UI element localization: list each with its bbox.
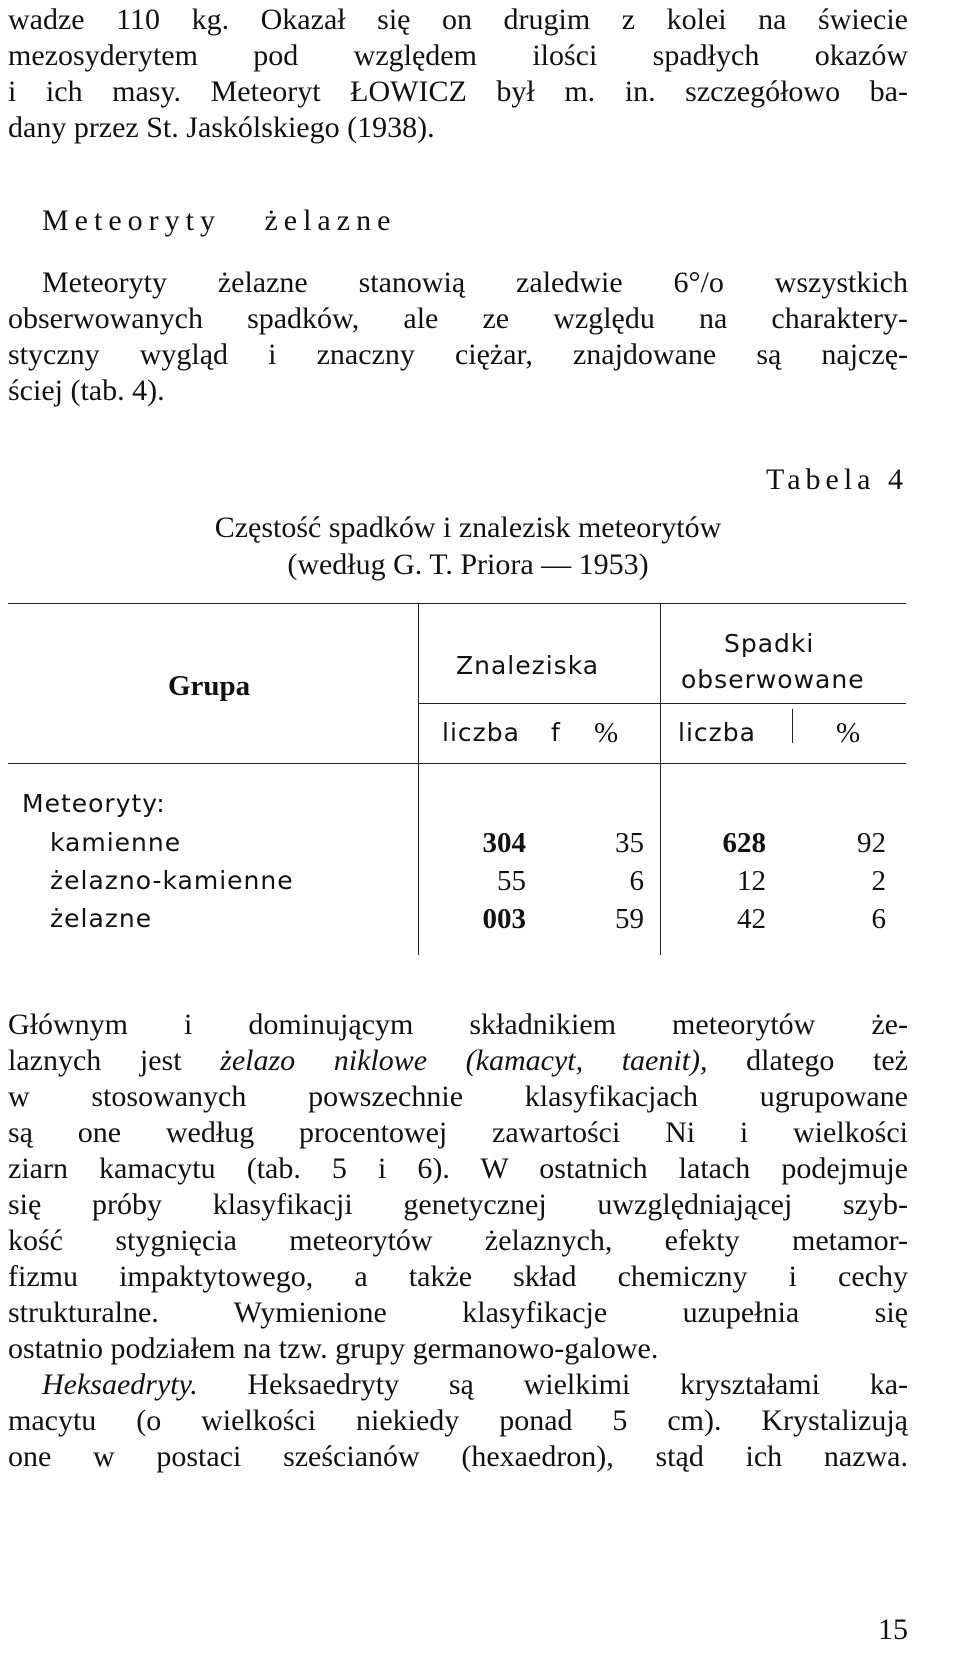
cell-finds-pct: 35 (615, 827, 644, 859)
text-line: są one według procentowej zawartości Ni i wielkości (8, 1116, 908, 1149)
text-line: w stosowanych powszechnie klasyfikacjach ugrupowane (8, 1080, 908, 1113)
cell-falls-count: 12 (737, 865, 766, 897)
cell-finds-count: 55 (497, 865, 526, 897)
table-rule-header (8, 763, 906, 764)
text-fragment: Heksaedryty są wielkimi kryształami ka- (197, 1368, 908, 1401)
text-line: ostatnio podziałem na tzw. grupy germanowo-galowe. (8, 1332, 659, 1365)
text-fragment: laznych jest (8, 1044, 221, 1077)
row-name: żelazne (50, 904, 153, 933)
row-name: żelazno-kamienne (50, 866, 294, 895)
header-falls-line1: Spadki (724, 629, 815, 658)
text-line: macytu (o wielkości niekiedy ponad 5 cm). Krystalizują (8, 1404, 908, 1437)
text-fragment: dlatego też (707, 1044, 908, 1077)
text-line: się próby klasyfikacji genetycznej uwzględniającej szyb- (8, 1188, 908, 1221)
cell-falls-count: 628 (722, 827, 766, 859)
header-count: liczba (442, 718, 520, 747)
header-f: f (551, 718, 561, 747)
italic-term: Heksaedryty. (42, 1368, 198, 1401)
cell-falls-count: 42 (737, 903, 766, 935)
table-rule-top (8, 603, 906, 604)
text-line: fizmu impaktytowego, a także skład chemiczny i cechy (8, 1260, 908, 1293)
italic-term: żelazo niklowe (kamacyt, taenit), (220, 1044, 708, 1077)
text-line: Meteoryty żelazne stanowią zaledwie 6°/o wszystkich (42, 266, 908, 299)
cell-falls-pct: 6 (871, 903, 886, 935)
header-finds: Znaleziska (456, 651, 600, 680)
text-line: ziarn kamacytu (tab. 5 i 6). W ostatnich latach podejmuje (8, 1152, 908, 1185)
table-label: Tabela 4 (765, 463, 908, 496)
header-falls-line2: obserwowane (681, 665, 865, 694)
text-line-mixed (8, 1043, 908, 1079)
header-count-falls: liczba (678, 718, 756, 747)
cell-falls-pct: 92 (857, 827, 886, 859)
cell-finds-count: 003 (482, 903, 526, 935)
group-label: Meteoryty: (22, 789, 166, 818)
text-line: i ich masy. Meteoryt ŁOWICZ był m. in. szczegółowo ba- (8, 75, 908, 108)
text-line: obserwowanych spadków, ale ze względu na charaktery- (8, 302, 908, 335)
header-percent-falls: % (836, 717, 861, 749)
table-rule-subheader (418, 703, 906, 704)
cell-finds-count: 304 (482, 827, 526, 859)
section-heading: Meteoryty żelazne (42, 204, 397, 237)
table-rule-vertical-short (792, 709, 793, 743)
text-line: ściej (tab. 4). (8, 374, 165, 407)
header-group: Grupa (168, 670, 251, 702)
text-line-mixed (42, 1367, 908, 1403)
text-line: Głównym i dominującym składnikiem meteorytów że- (8, 1008, 908, 1041)
text-line: wadze 110 kg. Okazał się on drugim z kolei na świecie (8, 3, 908, 36)
row-name: kamienne (50, 828, 182, 857)
cell-finds-pct: 6 (629, 865, 644, 897)
frequency-table (8, 603, 906, 955)
page-number: 15 (878, 1613, 908, 1646)
text-line: strukturalne. Wymienione klasyfikacje uzupełnia się (8, 1296, 908, 1329)
text-line: mezosyderytem pod względem ilości spadłych okazów (8, 39, 908, 72)
cell-falls-pct: 2 (871, 865, 886, 897)
header-percent: % (594, 717, 619, 749)
text-line: dany przez St. Jaskólskiego (1938). (8, 111, 435, 144)
table-subtitle: (według G. T. Priora — 1953) (287, 548, 649, 581)
table-title: Częstość spadków i znalezisk meteorytów (214, 511, 722, 544)
cell-finds-pct: 59 (615, 903, 644, 935)
text-line: styczny wygląd i znaczny ciężar, znajdowane są najczę- (8, 338, 908, 371)
text-line: kość stygnięcia meteorytów żelaznych, efekty metamor- (8, 1224, 908, 1257)
text-line: one w postaci sześcianów (hexaedron), stąd ich nazwa. (8, 1440, 908, 1473)
